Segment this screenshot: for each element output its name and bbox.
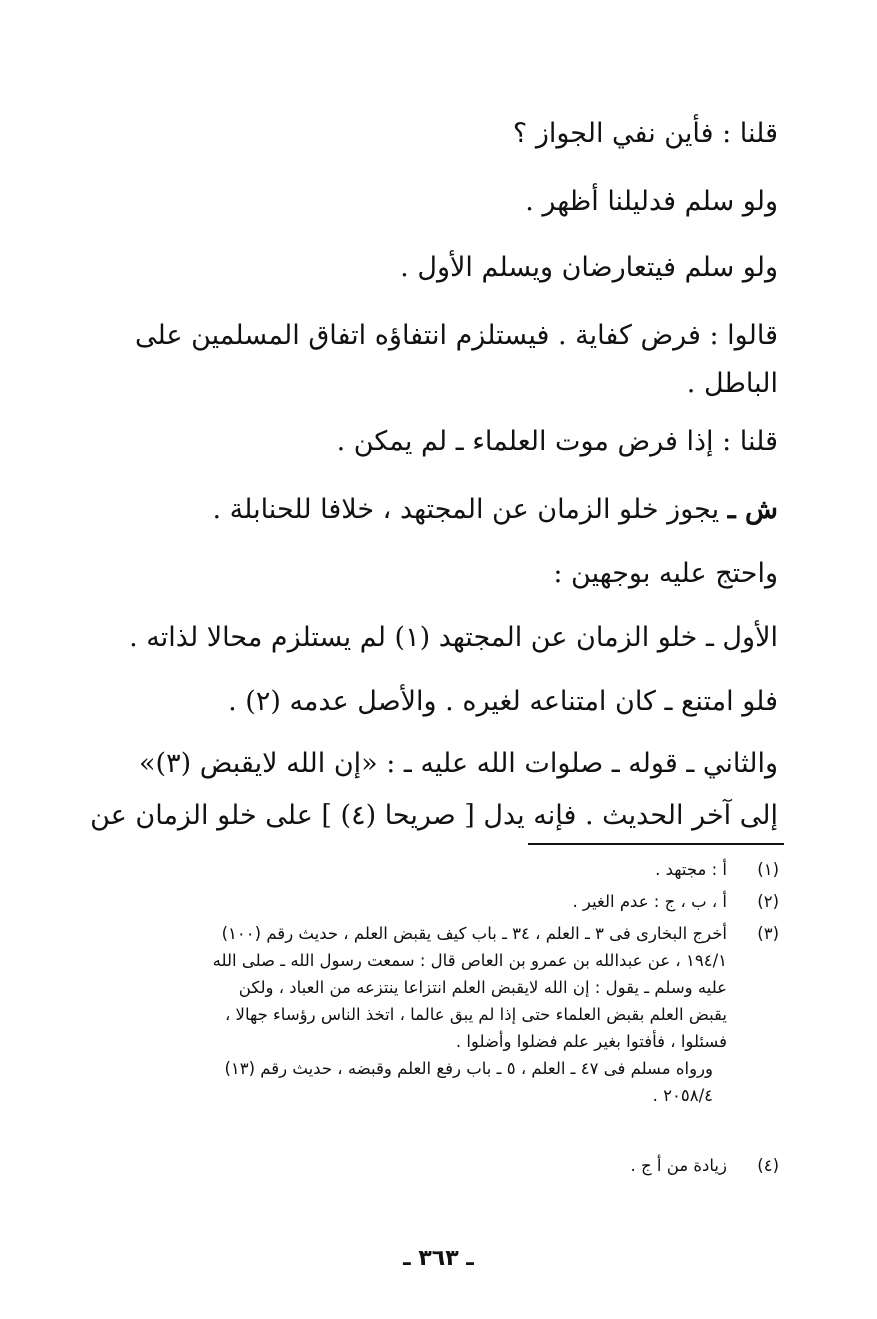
text-line: قالوا : فرض كفاية . فيستلزم انتفاؤه اتفاق المسلمين على bbox=[134, 320, 778, 351]
footnote-text bbox=[87, 856, 727, 883]
footnote-line: عليه وسلم ـ يقول : إن الله لايقبض العلم انتزاعا ينتزعه من العباد ، ولكن bbox=[238, 978, 727, 997]
page-number: ـ ٣٦٣ ـ bbox=[403, 1246, 474, 1271]
footnote-line: ورواه مسلم فى ٤٧ ـ العلم ، ٥ ـ باب رفع العلم وقبضه ، حديث رقم (١٣) bbox=[224, 1059, 713, 1078]
footnote-line: ٢٠٥٨/٤ . bbox=[652, 1086, 713, 1105]
text-line: ولو سلم فيتعارضان ويسلم الأول . bbox=[400, 252, 778, 283]
footnote-text bbox=[87, 888, 727, 915]
text-line: قلنا : فأين نفي الجواز ؟ bbox=[512, 118, 778, 149]
text-line: الأول ـ خلو الزمان عن المجتهد (١) لم يستلزم محالا لذاته . bbox=[129, 622, 778, 653]
footnote-line: فسئلوا ، فأفتوا بغير علم فضلوا وأضلوا . bbox=[455, 1032, 727, 1051]
text-line: واحتج عليه بوجهين : bbox=[553, 558, 778, 589]
footnote-line: يقبض العلم بقبض العلماء حتى إذا لم يبق عالما ، اتخذ الناس رؤساء جهالا ، bbox=[224, 1005, 727, 1024]
footnote-number: (٣) bbox=[757, 924, 779, 943]
footnote-number: (١) bbox=[757, 860, 779, 879]
footnote-line: أ : مجتهد . bbox=[655, 860, 727, 879]
footnote-text bbox=[87, 1152, 727, 1179]
text-line: ولو سلم فدليلنا أظهر . bbox=[525, 186, 778, 217]
text-line: الباطل . bbox=[686, 368, 778, 399]
footnote-line: أخرج البخارى فى ٣ ـ العلم ، ٣٤ ـ باب كيف يقبض العلم ، حديث رقم (١٠٠) bbox=[221, 924, 727, 943]
footnote-text bbox=[87, 920, 727, 1109]
text-line: إلى آخر الحديث . فإنه يدل [ صريحا (٤) ] على خلو الزمان عن bbox=[90, 800, 778, 831]
section-marker: ش ـ bbox=[727, 494, 778, 525]
text-line: والثاني ـ قوله ـ صلوات الله عليه ـ : «إن الله لايقبض (٣)» bbox=[139, 748, 778, 779]
footnote-line: زيادة من أ ج . bbox=[630, 1156, 727, 1175]
text-line: قلنا : إذا فرض موت العلماء ـ لم يمكن . bbox=[336, 426, 778, 457]
footnote-line: أ ، ب ، ج : عدم الغير . bbox=[572, 892, 727, 911]
footnote-number: (٤) bbox=[757, 1156, 779, 1175]
section-text: يجوز خلو الزمان عن المجتهد ، خلافا للحنابلة . bbox=[212, 494, 720, 525]
footnote-line: ١٩٤/١ ، عن عبدالله بن عمرو بن العاص قال : سمعت رسول الله ـ صلى الله bbox=[212, 951, 727, 970]
text-line: فلو امتنع ـ كان امتناعه لغيره . والأصل عدمه (٢) . bbox=[228, 686, 778, 717]
footnote-number: (٢) bbox=[757, 892, 779, 911]
